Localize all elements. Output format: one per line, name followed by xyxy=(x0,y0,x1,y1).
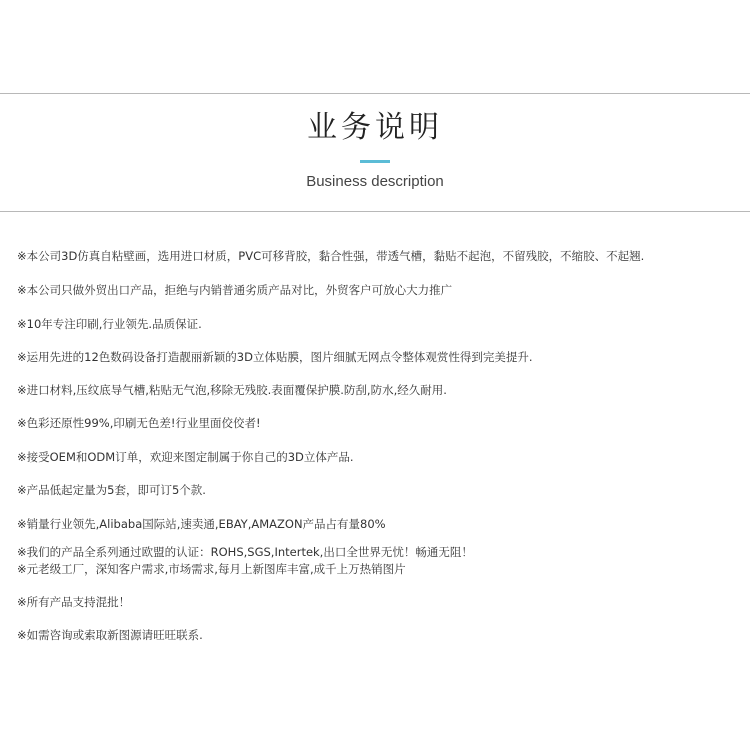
list-item: ※10年专注印刷,行业领先.品质保证. xyxy=(17,317,202,331)
list-item: ※销量行业领先,Alibaba国际站,速卖通,EBAY,AMAZON产品占有量80% xyxy=(17,517,386,531)
top-divider xyxy=(0,93,750,94)
list-item: ※接受OEM和ODM订单，欢迎来图定制属于你自己的3D立体产品. xyxy=(17,450,354,464)
description-list xyxy=(17,246,742,645)
list-item: ※本公司只做外贸出口产品，拒绝与内销普通劣质产品对比，外贸客户可放心大力推广 xyxy=(17,283,453,297)
list-item: ※所有产品支持混批！ xyxy=(17,595,131,609)
list-item: ※运用先进的12色数码设备打造靓丽新颖的3D立体贴膜，图片细腻无网点令整体观赏性得到完美提升. xyxy=(17,350,533,364)
list-item: ※元老级工厂，深知客户需求,市场需求,每月上新图库丰富,成千上万热销图片 xyxy=(17,562,406,576)
page-title: 业务说明 xyxy=(307,110,443,145)
list-item: ※如需咨询或索取新图源请旺旺联系. xyxy=(17,628,203,642)
list-item: ※我们的产品全系列通过欧盟的认证：ROHS,SGS,Intertek,出口全世界无忧！畅通无阻！ xyxy=(17,545,473,559)
list-item: ※色彩还原性99%,印刷无色差!行业里面佼佼者! xyxy=(17,416,261,430)
list-item: ※产品低起定量为5套，即可订5个款. xyxy=(17,483,206,497)
title-accent-bar xyxy=(360,160,390,163)
list-item: ※进口材料,压纹底导气槽,粘贴无气泡,移除无残胶.表面覆保护膜.防刮,防水,经久耐用. xyxy=(17,383,447,397)
list-item: ※本公司3D仿真自粘壁画，选用进口材质，PVC可移背胶，黏合性强，带透气槽，黏贴不起泡，不留残胶，不缩胶、不起翘. xyxy=(17,249,645,263)
page-subtitle: Business description xyxy=(306,173,444,190)
bottom-divider xyxy=(0,211,750,212)
